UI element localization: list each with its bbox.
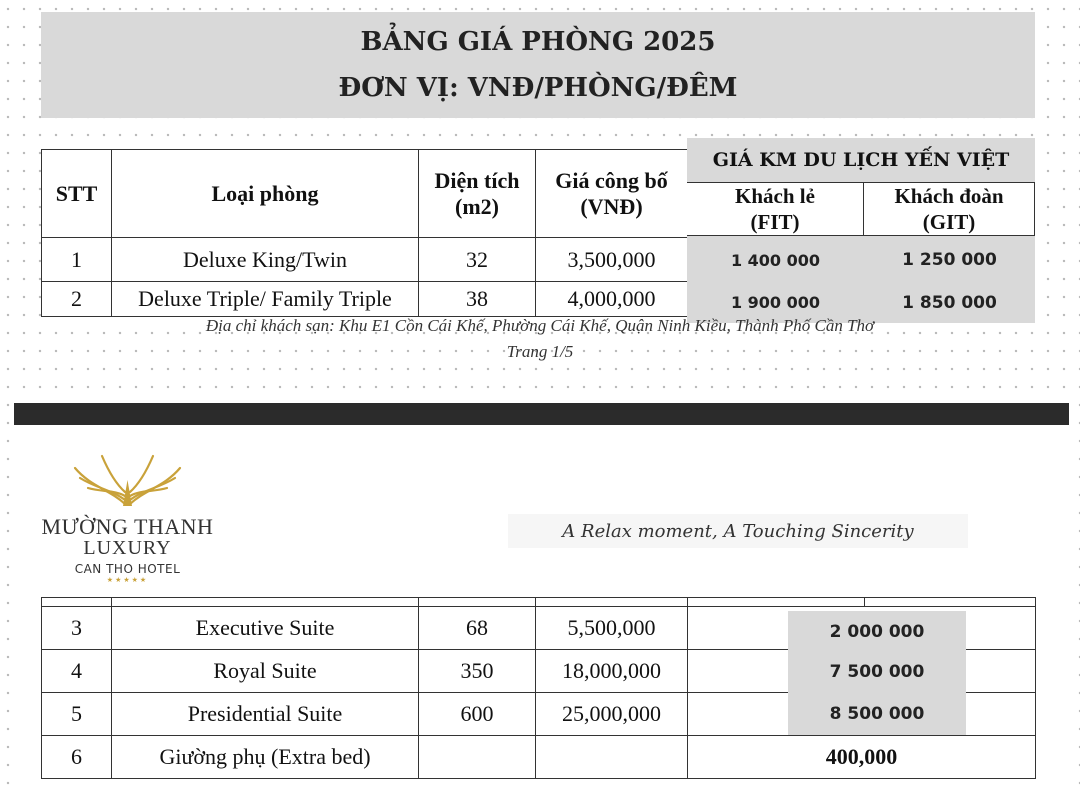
promo-value: 8 500 000: [788, 693, 966, 735]
promo-title: GIÁ KM DU LỊCH YẾN VIỆT: [712, 149, 1010, 171]
promo-git-row2: 1 850 000: [864, 282, 1035, 323]
cell-promo: [688, 650, 1036, 693]
cell-room: Royal Suite: [112, 650, 419, 693]
promo-value: 2 000 000: [788, 611, 966, 653]
cell-promo: [688, 693, 1036, 736]
page-title: BẢNG GIÁ PHÒNG 2025: [360, 27, 716, 57]
promo-fit-row1: 1 400 000: [687, 238, 864, 282]
cell-price: 25,000,000: [536, 693, 688, 736]
cell-stt: 5: [42, 693, 112, 736]
hotel-stars: ★★★★★: [106, 576, 149, 584]
promo-value: 7 500 000: [788, 650, 966, 693]
cell-stt: 4: [42, 650, 112, 693]
cell-area: 600: [419, 693, 536, 736]
cell-room: Giường phụ (Extra bed): [112, 736, 419, 779]
promo-git-line1: Khách đoàn: [894, 184, 1004, 208]
extra-bed-price: 400,000: [688, 736, 1036, 779]
hotel-address: Địa chỉ khách sạn: Khu E1 Cồn Cái Khế, Phường Cái Khế, Quận Ninh Kiều, Thành Phố Cần Thơ: [205, 316, 875, 335]
table-row: [42, 736, 1036, 779]
header-price-line1: Giá công bố: [555, 167, 668, 193]
promo-git-line2: (GIT): [922, 210, 976, 234]
table-row: [42, 693, 1036, 736]
promo-header-git: [864, 182, 1035, 236]
hotel-tagline: A Relax moment, A Touching Sincerity: [508, 514, 968, 548]
table-row: [42, 282, 688, 317]
cell-room: Deluxe Triple/ Family Triple: [112, 282, 419, 317]
header-price: [536, 150, 688, 238]
cell-price: 5,500,000: [536, 607, 688, 650]
cell-room: Deluxe King/Twin: [112, 238, 419, 282]
table-row: [42, 650, 1036, 693]
header-stt: STT: [42, 150, 112, 238]
cell-stt: 1: [42, 238, 112, 282]
page-subtitle: ĐƠN VỊ: VNĐ/PHÒNG/ĐÊM: [338, 73, 738, 103]
promo-section: [687, 138, 1035, 323]
table-continuation-row: [42, 598, 1036, 607]
cell-area: [419, 736, 536, 779]
header-area: [419, 150, 536, 238]
price-list-title-banner: [41, 12, 1035, 118]
cell-room: Presidential Suite: [112, 693, 419, 736]
cell-room: Executive Suite: [112, 607, 419, 650]
cell-price: 3,500,000: [536, 238, 688, 282]
cell-price: 18,000,000: [536, 650, 688, 693]
header-room-type: Loại phòng: [112, 150, 419, 238]
table-row: [42, 607, 1036, 650]
cell-area: 350: [419, 650, 536, 693]
cell-stt: 6: [42, 736, 112, 779]
page-separator: [14, 403, 1069, 425]
table-header-row: [42, 150, 688, 238]
cell-promo: [688, 607, 1036, 650]
cell-stt: 2: [42, 282, 112, 317]
promo-git-row1: 1 250 000: [864, 238, 1035, 282]
cell-price: [536, 736, 688, 779]
cell-area: 38: [419, 282, 536, 317]
cell-stt: 3: [42, 607, 112, 650]
page-number: Trang 1/5: [506, 342, 574, 361]
hotel-name-line3: CAN THO HOTEL: [74, 562, 181, 576]
header-area-line1: Diện tích: [434, 167, 520, 193]
promo-fit-line2: (FIT): [750, 210, 800, 234]
cell-area: 32: [419, 238, 536, 282]
cell-price: 4,000,000: [536, 282, 688, 317]
price-table-page2: [41, 597, 1036, 779]
hotel-name-line2: LUXURY: [83, 537, 172, 559]
hotel-name-line1: MƯỜNG THANH: [41, 514, 214, 539]
header-price-line2: (VNĐ): [580, 193, 643, 219]
promo-fit-row2: 1 900 000: [687, 282, 864, 323]
promo-fit-line1: Khách lẻ: [735, 184, 815, 208]
golden-wings-icon: [30, 450, 225, 510]
hotel-logo: [30, 450, 225, 590]
cell-area: 68: [419, 607, 536, 650]
header-area-line2: (m2): [455, 193, 499, 219]
price-table-page1: [41, 149, 688, 317]
promo-header-fit: [687, 182, 864, 236]
table-row: [42, 238, 688, 282]
